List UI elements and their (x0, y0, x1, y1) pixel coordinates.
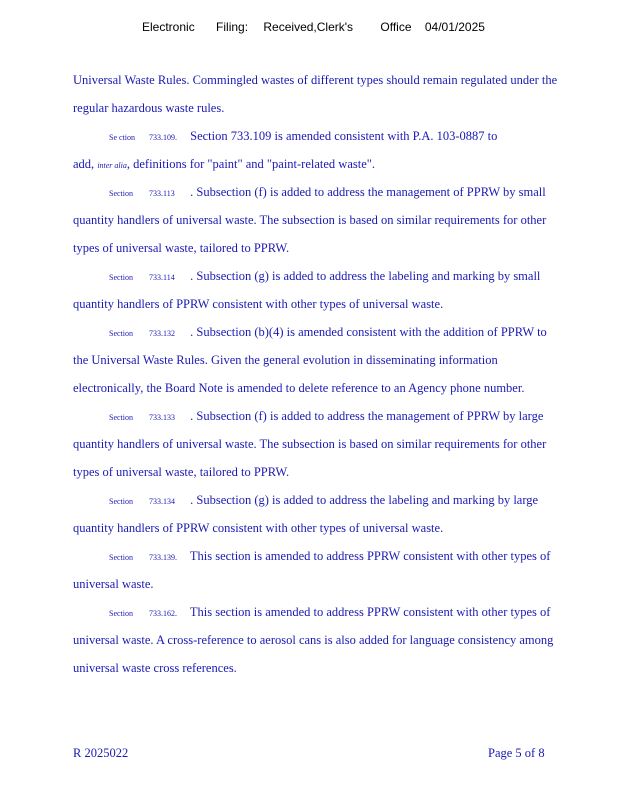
section-heading-line (73, 126, 603, 154)
italic-term: inter alia (97, 161, 127, 170)
section-number: 733.134 (149, 497, 175, 506)
section-text: . Subsection (f) is added to address the management of PPRW by large (190, 409, 544, 423)
section-text: . Subsection (g) is added to address the labeling and marking by large (190, 493, 539, 507)
section-label: Section (109, 497, 133, 506)
paragraph-line: Universal Waste Rules. Commingled wastes of different types should remain regulated under the (73, 73, 558, 87)
paragraph-line: the Universal Waste Rules. Given the general evolution in disseminating information (73, 353, 498, 367)
paragraph-line: types of universal waste, tailored to PPRW. (73, 241, 290, 255)
section-number: 733.132 (149, 329, 175, 338)
section-heading-line (73, 322, 603, 350)
paragraph-line (73, 154, 603, 182)
header-filing: Filing: (216, 20, 249, 34)
paragraph-line: regular hazardous waste rules. (73, 101, 225, 115)
paragraph-line: universal waste. (73, 577, 154, 591)
section-number: 733.113 (149, 189, 175, 198)
section-label: Section (109, 413, 133, 422)
section-label: Section (109, 609, 133, 618)
section-heading-line (73, 602, 603, 630)
paragraph-line: quantity handlers of PPRW consistent with other types of universal waste. (73, 521, 444, 535)
section-heading-line (73, 406, 603, 434)
header-date: 04/01/2025 (424, 20, 485, 34)
section-number: 733.109. (149, 133, 177, 142)
footer-doc-id: R 2025022 (73, 746, 129, 760)
section-text: This section is amended to address PPRW consistent with other types of (189, 605, 551, 619)
section-heading-line (73, 490, 603, 518)
section-number: 733.139. (149, 553, 177, 562)
paragraph-line: quantity handlers of PPRW consistent with other types of universal waste. (73, 297, 444, 311)
document-body (73, 70, 603, 686)
paragraph-line: quantity handlers of universal waste. The subsection is based on similar requirements for other (73, 437, 547, 451)
paragraph-text: , definitions for "paint" and "paint-related waste". (126, 157, 375, 171)
section-label: Section (109, 329, 133, 338)
footer-page-number: Page 5 of 8 (488, 746, 545, 760)
paragraph-line: electronically, the Board Note is amended to delete reference to an Agency phone number. (73, 381, 525, 395)
header-office: Office (380, 20, 412, 34)
section-text: This section is amended to address PPRW consistent with other types of (189, 549, 551, 563)
paragraph-text: add, (73, 157, 98, 171)
section-label: Section (109, 553, 133, 562)
header-received: Received,Clerk's (263, 20, 354, 34)
section-text: . Subsection (b)(4) is amended consistent with the addition of PPRW to (190, 325, 547, 339)
paragraph-line: types of universal waste, tailored to PPRW. (73, 465, 290, 479)
section-heading-line (73, 182, 603, 210)
section-label: Section (109, 273, 133, 282)
section-label: Se ction (109, 133, 135, 142)
section-text: Section 733.109 is amended consistent with P.A. 103-0887 to (190, 129, 498, 143)
header-electronic: Electronic (142, 20, 195, 34)
section-number: 733.162. (149, 609, 177, 618)
filing-stamp-header (142, 20, 485, 34)
paragraph-line: quantity handlers of universal waste. The subsection is based on similar requirements for other (73, 213, 547, 227)
section-text: . Subsection (f) is added to address the management of PPRW by small (190, 185, 546, 199)
paragraph-line: universal waste cross references. (73, 661, 237, 675)
section-heading-line (73, 546, 603, 574)
section-number: 733.133 (149, 413, 175, 422)
section-text: . Subsection (g) is added to address the labeling and marking by small (190, 269, 541, 283)
section-number: 733.114 (149, 273, 175, 282)
section-heading-line (73, 266, 603, 294)
section-label: Section (109, 189, 133, 198)
paragraph-line: universal waste. A cross-reference to aerosol cans is also added for language consistency among (73, 633, 554, 647)
